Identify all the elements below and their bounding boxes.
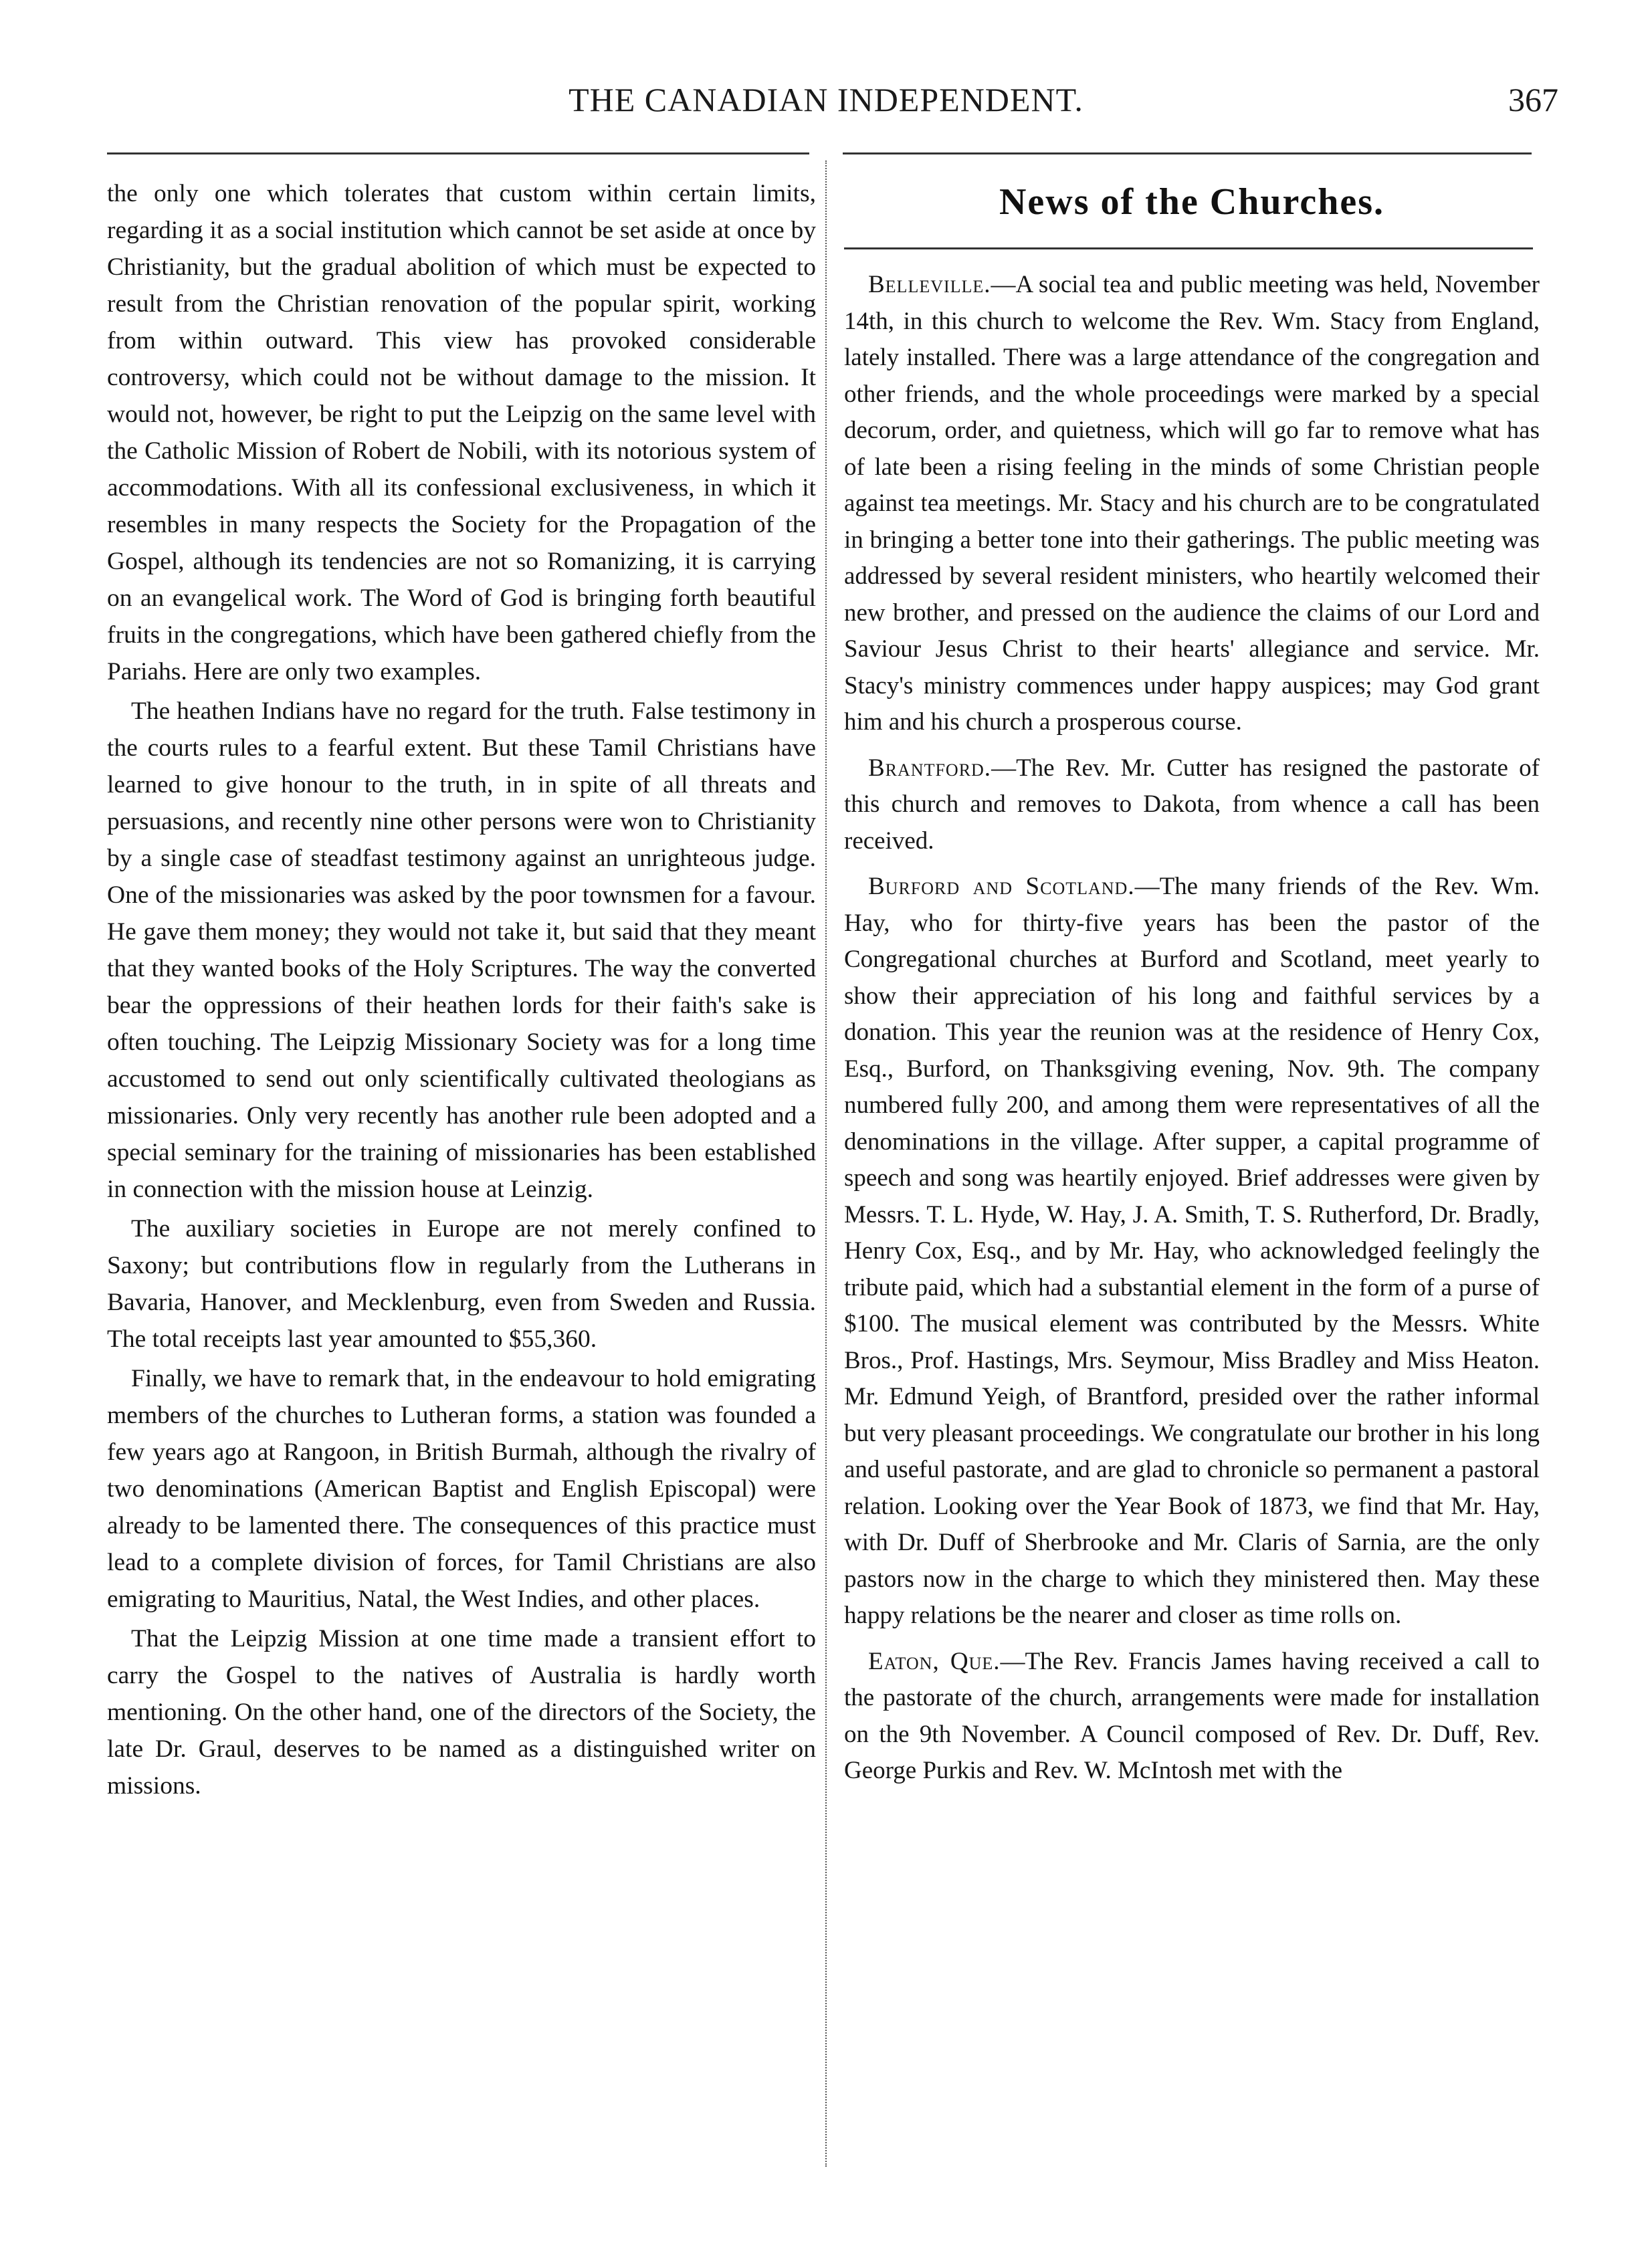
paragraph: Finally, we have to remark that, in the endeavour to hold emigrating members of the churches to Lutheran forms, a station was founded a few years ago at Rangoon, in British Burmah, although the rivalry of two denominations (American Baptist and English Episcopal) were already to be lamented there. The consequences of this practice must lead to a complete division of forces, for Tamil Christians are also emigrating to Mauritius, Natal, the West Indies, and other places. <box>107 1365 816 1613</box>
right-column <box>844 175 1540 1790</box>
column-divider <box>825 160 827 2167</box>
news-item-brantford <box>844 750 1540 860</box>
news-item-belleville <box>844 267 1540 741</box>
news-item-text: —A social tea and public meeting was held, November 14th, in this church to welcome the Rev. Wm. Stacy from England, lately installed. There was a large attendance of the congregation and other friends, and the whole proceedings were marked by a special decorum, order, and quietness, which will go far to remove what has of late been a rising feeling in the minds of some Christian people against tea meetings. Mr. Stacy and his church are to be congratulated in bringing a better tone into their gatherings. The public meeting was addressed by several resident ministers, who heartily welcomed their new brother, and pressed on the audience the claims of our Lord and Saviour Jesus Christ to their hearts' allegiance and service. Mr. Stacy's ministry commences under happy auspices; may God grant him and his church a prosperous course. <box>844 271 1540 736</box>
page-number: 367 <box>1508 81 1558 118</box>
header-rule-right <box>843 152 1532 154</box>
paragraph: The heathen Indians have no regard for the truth. False testimony in the courts rules to a fearful extent. But these Tamil Christians have learned to give honour to the truth, in in spite of all threats and persuasions, and recently nine other persons were won to Christianity by a single case of steadfast testimony against an unrighteous judge. One of the missionaries was asked by the poor townsmen for a favour. He gave them money; they would not take it, but said that they meant that they wanted books of the Holy Scriptures. The way the converted bear the oppressions of their heathen lords for their faith's sake is often touching. The Leipzig Missionary Society was for a long time accustomed to send out only scientifically cultivated theologians as missionaries. Only very recently has another rule been adopted and a special seminary for the training of missionaries has been established in connection with the mission house at Leinzig. <box>107 697 816 1203</box>
news-item-text: —The Rev. Francis James having received a call to the pastorate of the church, arrangements were made for installation on the 9th November. A Council composed of Rev. Dr. Duff, Rev. George Purkis and Rev. W. McIntosh met with the <box>844 1647 1540 1784</box>
paragraph: That the Leipzig Mission at one time made a transient effort to carry the Gospel to the natives of Australia is hardly worth mentioning. On the other hand, one of the directors of the Society, the late Dr. Graul, deserves to be named as a distinguished writer on missions. <box>107 1625 816 1800</box>
news-item-place: Belleville. <box>868 271 991 298</box>
news-item-text: —The many friends of the Rev. Wm. Hay, who for thirty-five years has been the pastor of the Congregational churches at Burford and Scotland, meet yearly to show their appreciation of his long and faithful services by a donation. This year the reunion was at the residence of Henry Cox, Esq., Burford, on Thanksgiving evening, Nov. 9th. The company numbered fully 200, and among them were representatives of all the denominations in the village. After supper, a capital programme of speech and song was heartily enjoyed. Brief addresses were given by Messrs. T. L. Hyde, W. Hay, J. A. Smith, T. S. Rutherford, Dr. Bradly, Henry Cox, Esq., and by Mr. Hay, who acknowledged feelingly the tribute paid, which had a substantial element in the form of a purse of $100. The musical element was contributed by the Messrs. White Bros., Prof. Hastings, Mrs. Seymour, Miss Bradley and Miss Heaton. Mr. Edmund Yeigh, of Brantford, presided over the rather informal but very pleasant proceedings. We congratulate our brother in his long and useful pastorate, and are glad to chronicle so permanent a pastoral relation. Looking over the Year Book of 1873, we find that Mr. Hay, with Dr. Duff of Sherbrooke and Mr. Claris of Sarnia, are the only pastors now in the charge to which they ministered then. May these happy relations be the nearer and closer as time rolls on. <box>844 873 1540 1629</box>
journal-title: THE CANADIAN INDEPENDENT. <box>569 81 1083 118</box>
news-item-eaton-que <box>844 1644 1540 1790</box>
news-item-text: —The Rev. Mr. Cutter has resigned the pastorate of this church and removes to Dakota, from whence a call has been received. <box>844 754 1540 855</box>
news-item-place: Burford and Scotland. <box>868 873 1135 900</box>
section-heading: News of the Churches. <box>999 181 1385 223</box>
running-head <box>94 80 1558 134</box>
heading-rule <box>844 247 1533 249</box>
paragraph: The auxiliary societies in Europe are not merely confined to Saxony; but contributions flow in regularly from the Lutherans in Bavaria, Hanover, and Mecklenburg, even from Sweden and Russia. The total receipts last year amounted to $55,360. <box>107 1215 816 1353</box>
header-rule-left <box>107 152 809 154</box>
left-column <box>107 175 816 1804</box>
paragraph: the only one which tolerates that custom within certain limits, regarding it as a social institution which cannot be set aside at once by Christianity, but the gradual abolition of which must be expected to result from the Christian renovation of the popular spirit, working from within outward. This view has provoked considerable controversy, which could not be without damage to the mission. It would not, however, be right to put the Leipzig on the same level with the Catholic Mission of Robert de Nobili, with its notorious system of accommodations. With all its confessional exclusiveness, in which it resembles in many respects the Society for the Propagation of the Gospel, although its tendencies are not so Romanizing, it is carrying on an evangelical work. The Word of God is bringing forth beautiful fruits in the congregations, which have been gathered chiefly from the Pariahs. Here are only two examples. <box>107 180 816 685</box>
news-item-burford-and-scotland <box>844 869 1540 1634</box>
news-item-place: Brantford. <box>868 754 992 782</box>
news-item-place: Eaton, Que. <box>868 1647 1001 1675</box>
